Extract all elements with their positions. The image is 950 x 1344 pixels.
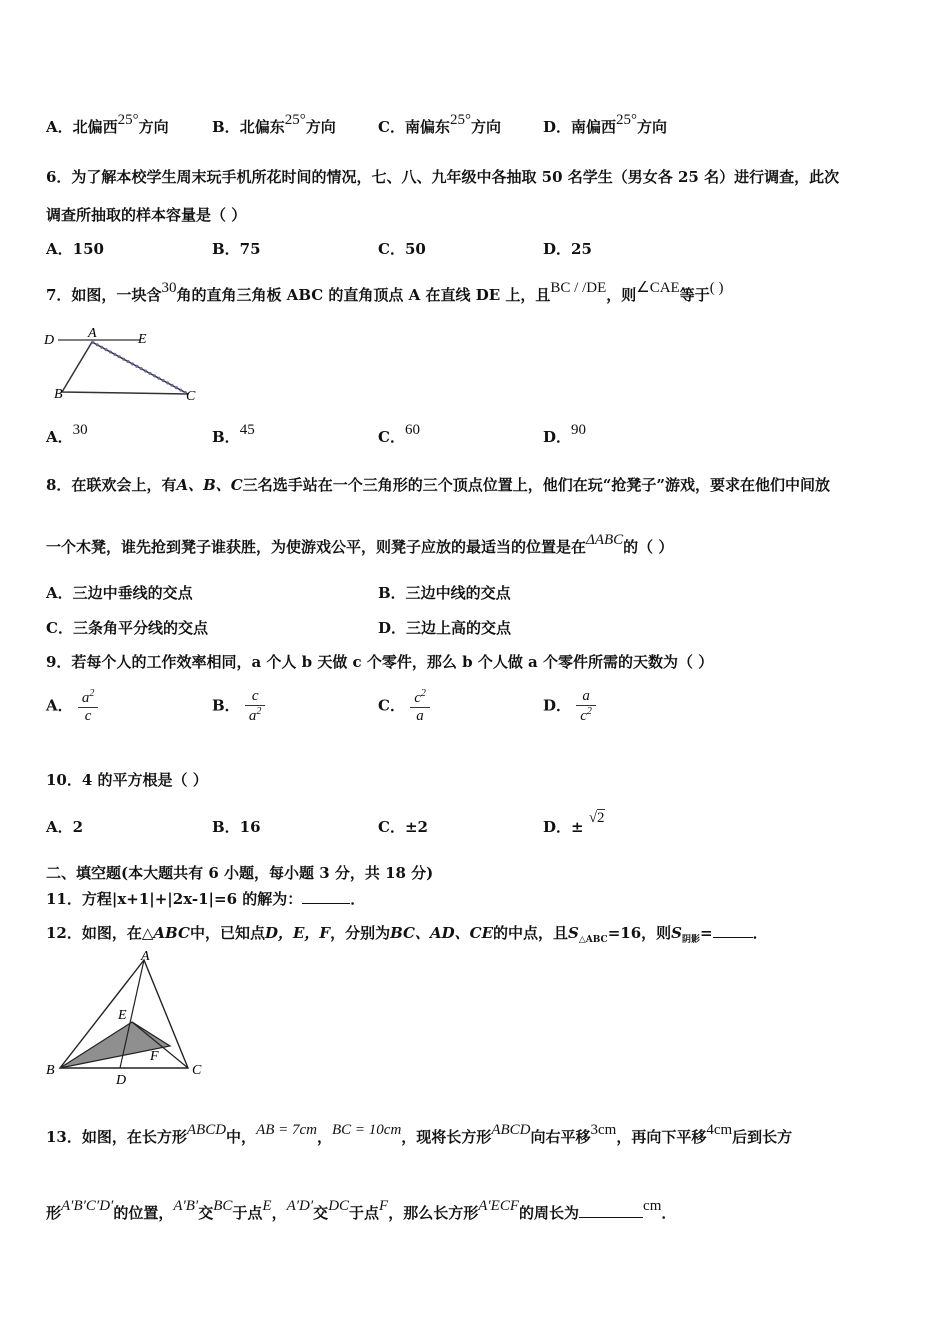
q6-option-d: D．25 [543, 240, 592, 258]
label-d: D [116, 1073, 127, 1086]
q8-option-d: D．三边上高的交点 [378, 619, 512, 637]
q7-stem: 7．如图，一块含30角的直角三角板 ABC 的直角顶点 A 在直线 DE 上，且BC / /DE，则∠CAE等于( ) [46, 280, 724, 304]
q5-option-d: D．南偏西25°方向 [543, 112, 668, 136]
q11-answer-blank[interactable] [302, 889, 350, 904]
q12-answer-blank[interactable] [713, 923, 753, 938]
q9-stem: 9．若每个人的工作效率相同，a 个人 b 天做 c 个零件，那么 b 个人做 a 个零件所需的天数为（ ） [46, 653, 714, 671]
q13-answer-blank[interactable] [579, 1203, 643, 1218]
q7-option-c: C．60 [378, 422, 420, 446]
q5-option-b: B．北偏东25°方向 [212, 112, 336, 136]
q8-option-c: C．三条角平分线的交点 [46, 619, 208, 637]
q13-stem-line2: 形A′B′C′D′的位置，A′B′交BC于点E，A′D′交DC于点F，那么长方形A′ECF的周长为 cm． [46, 1198, 677, 1222]
q9-option-c: C． $\frac{c^2}{a}$ [378, 688, 430, 725]
q10-stem: 10．4 的平方根是（ ） [46, 771, 208, 789]
q11-stem: 11．方程|x+1|+|2x-1|=6 的解为： ． [46, 890, 366, 908]
q9-option-a: A． $\frac{a^2}{c}$ [46, 688, 98, 725]
q10-option-a: A．2 [46, 818, 84, 836]
q8-option-b: B．三边中线的交点 [378, 584, 511, 602]
label-a: A [141, 949, 150, 964]
q12-figure [40, 946, 220, 1086]
q8-option-a: A．三边中垂线的交点 [46, 584, 193, 602]
q6-stem-line2: 调查所抽取的样本容量是（ ） [46, 206, 247, 224]
q10-option-d: D．± √2 [543, 810, 605, 836]
q10-option-b: B．16 [212, 818, 261, 836]
label-f: F [150, 1049, 159, 1064]
q8-stem-line2: 一个木凳，谁先抢到凳子谁获胜，为使游戏公平，则凳子应放的最适当的位置是在ΔABC的（ ） [46, 532, 674, 556]
q6-option-b: B．75 [212, 240, 261, 258]
q9-option-b: B． $\frac{c}{a^2}$ [212, 688, 265, 725]
label-c: C [192, 1063, 202, 1078]
q6-option-a: A．150 [46, 240, 104, 258]
q7-option-a: A．30 [46, 422, 88, 446]
section2-title: 二、填空题(本大题共有 6 小题，每小题 3 分，共 18 分) [46, 864, 434, 882]
label-a: A [88, 326, 97, 341]
q8-stem-line1: 8．在联欢会上，有A、B、C三名选手站在一个三角形的三个顶点位置上，他们在玩“抢凳子”游戏，要求在他们中间放 [46, 476, 830, 494]
label-e: E [118, 1008, 127, 1023]
label-b: B [46, 1063, 55, 1078]
q6-stem-line1: 6．为了解本校学生周末玩手机所花时间的情况，七、八、九年级中各抽取 50 名学生（男女各 25 名）进行调查，此次 [46, 168, 840, 186]
q6-option-c: C．50 [378, 240, 426, 258]
q5-option-c: C．南偏东25°方向 [378, 112, 501, 136]
label-d: D [44, 333, 55, 348]
label-e: E [138, 332, 147, 347]
q5-option-a: A．北偏西25°方向 [46, 112, 169, 136]
q9-option-d: D． $\frac{a}{c^2}$ [543, 688, 596, 725]
label-c: C [186, 389, 196, 404]
sqrt-sign: √ [588, 810, 598, 826]
q7-option-d: D．90 [543, 422, 587, 446]
q10-option-c: C．±2 [378, 818, 428, 836]
triangle-abc [62, 342, 188, 394]
q12-stem: 12．如图，在△ABC中，已知点D，E，F，分别为BC、AD、CE的中点，且$S_{\triangle ABC}=16$，则$S_{阴影}=$ ． [46, 924, 768, 945]
label-b: B [54, 387, 63, 402]
q13-stem-line1: 13．如图，在长方形ABCD中，AB = 7cm，BC = 10cm，现将长方形ABCD向右平移3cm，再向下平移4cm后到长方 [46, 1122, 793, 1146]
q7-figure [40, 322, 210, 408]
q7-option-b: B．45 [212, 422, 255, 446]
